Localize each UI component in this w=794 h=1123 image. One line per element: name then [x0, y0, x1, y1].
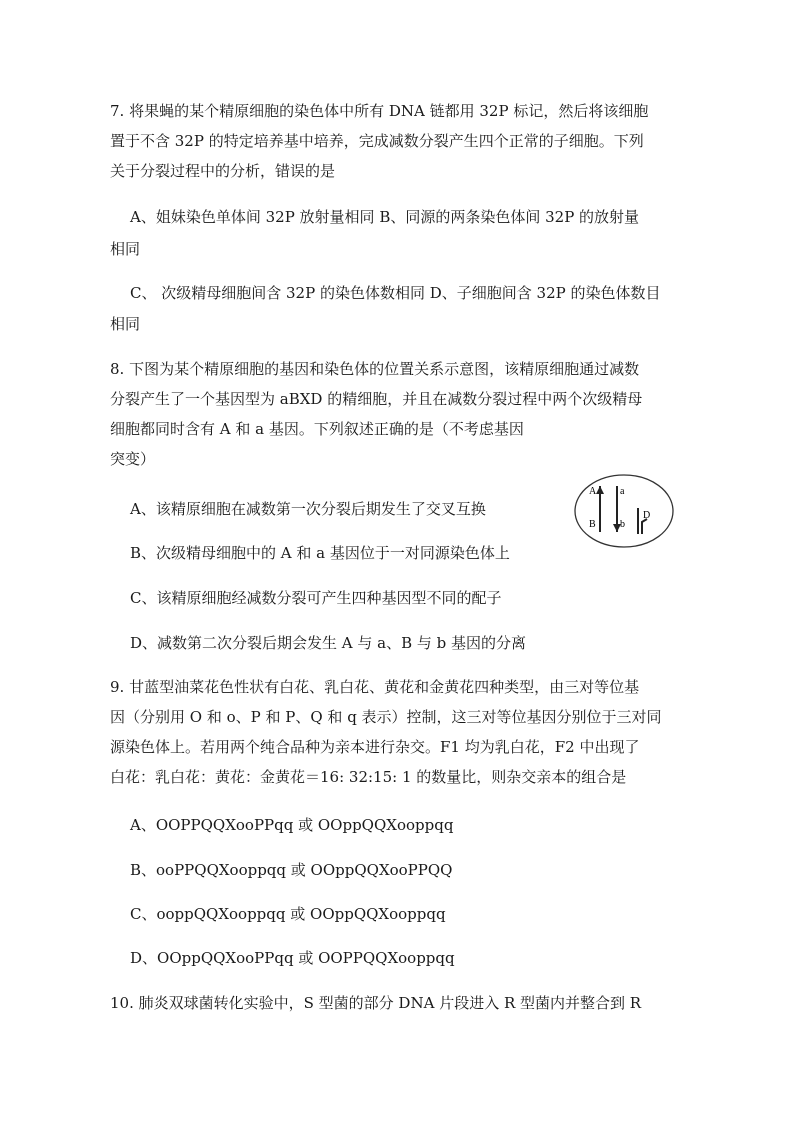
q7-stem-line-2: 置于不含 32P 的特定培养基中培养，完成减数分裂产生四个正常的子细胞。下列	[110, 132, 644, 150]
q10-stem-line-1: 10. 肺炎双球菌转化实验中，S 型菌的部分 DNA 片段进入 R 型菌内并整合到 R	[110, 994, 642, 1012]
q8-option-d: D、减数第二次分裂后期会发生 A 与 a、B 与 b 基因的分离	[130, 634, 527, 652]
q8-option-b: B、次级精母细胞中的 A 和 a 基因位于一对同源染色体上	[130, 544, 510, 562]
q8-stem-line-3: 细胞都同时含有 A 和 a 基因。下列叙述正确的是（不考虑基因	[110, 420, 524, 438]
gene-label-B: B	[589, 519, 596, 530]
gene-label-b: b	[620, 519, 625, 530]
q7-option-ab: A、姐妹染色单体间 32P 放射量相同 B、同源的两条染色体间 32P 的放射量	[130, 208, 640, 226]
cell-chromosome-diagram	[572, 472, 676, 550]
q7-option-d-continued: 相同	[110, 315, 141, 333]
q8-stem-line-2: 分裂产生了一个基因型为 aBXD 的精细胞，并且在减数分裂过程中两个次级精母	[110, 390, 643, 408]
q9-stem-line-2: 因（分别用 O 和 o、P 和 P、Q 和 q 表示）控制，这三对等位基因分别位于三对同	[110, 708, 662, 726]
q9-option-a: A、OOPPQQXooPPqq 或 OOppQQXooppqq	[130, 816, 454, 834]
q8-option-c: C、该精原细胞经减数分裂可产生四种基因型不同的配子	[130, 589, 502, 607]
q9-option-c: C、ooppQQXooppqq 或 OOppQQXooppqq	[130, 905, 446, 923]
q7-option-b-continued: 相同	[110, 240, 141, 258]
q9-option-b: B、ooPPQQXooppqq 或 OOppQQXooPPQQ	[130, 861, 453, 879]
q8-stem-line-4: 突变）	[110, 450, 156, 468]
q9-option-d: D、OOppQQXooPPqq 或 OOPPQQXooppqq	[130, 949, 455, 967]
q7-stem-line-3: 关于分裂过程中的分析，错误的是	[110, 162, 336, 180]
q9-stem-line-1: 9. 甘蓝型油菜花色性状有白花、乳白花、黄花和金黄花四种类型，由三对等位基	[110, 678, 640, 696]
gene-label-D: D	[643, 510, 651, 521]
q9-stem-line-4: 白花：乳白花：黄花：金黄花＝16: 32:15: 1 的数量比，则杂交亲本的组合是	[110, 768, 627, 786]
centromere-marker-left	[596, 486, 604, 494]
q8-stem-line-1: 8. 下图为某个精原细胞的基因和染色体的位置关系示意图，该精原细胞通过减数	[110, 360, 640, 378]
gene-label-A: A	[589, 486, 597, 497]
gene-label-a: a	[620, 486, 625, 497]
y-chromosome	[642, 519, 647, 534]
q7-stem-line-1: 7. 将果蝇的某个精原细胞的染色体中所有 DNA 链都用 32P 标记，然后将该细胞	[110, 102, 649, 120]
q8-option-a: A、该精原细胞在减数第一次分裂后期发生了交叉互换	[130, 500, 486, 518]
q7-option-cd: C、 次级精母细胞间含 32P 的染色体数相同 D、子细胞间含 32P 的染色体数目	[130, 284, 661, 302]
q9-stem-line-3: 源染色体上。若用两个纯合品种为亲本进行杂交。F1 均为乳白花，F2 中出现了	[110, 738, 640, 756]
